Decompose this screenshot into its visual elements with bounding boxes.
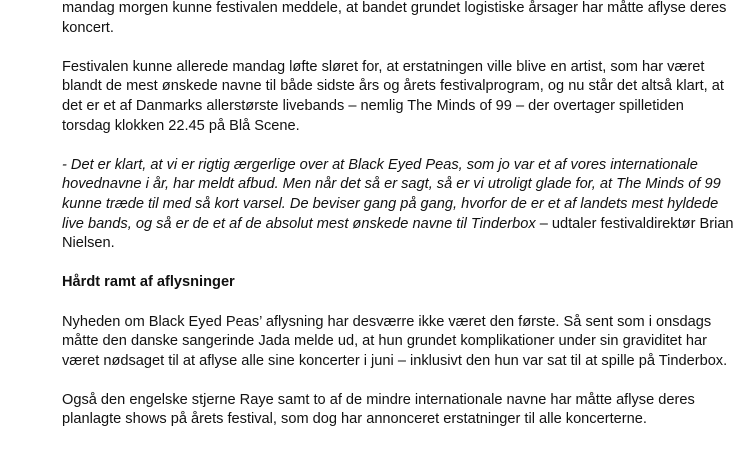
section-heading: Hårdt ramt af aflysninger [62,274,235,291]
paragraph-raye-cancellation: Også den engelske stjerne Raye samt to af de mindre internationale navne har måtte aflyse deres planlagte shows på årets festival, som dog har annonceret erstatninger til alle koncerterne. [62,391,695,428]
director-quote [62,156,734,254]
article-body [62,0,734,450]
quote-attribution: – udtaler festivaldirektør Brian Nielsen. [62,215,734,252]
quote-text: - Det er klart, at vi er rigtig ærgerlige over at Black Eyed Peas, som jo var et af vores internationale hovednavne i år, har meldt afbud. Men når det så er sagt, så er vi utroligt glade for, at The Minds of 99 kunne træde til med så kort varsel. De beviser gang på gang, hvorfor de er et af landets mest hyldede live bands, og så er de et af de absolut mest ønskede navne til Tinderbox [62,156,721,232]
paragraph-replacement-announcement: Festivalen kunne allerede mandag løfte sløret for, at erstatningen ville blive en artist, som har været blandt de mest ønskede navne til både sidste års og årets festivalprogram, og nu står det altså klart, at det er et af Danmarks allerstørste livebands – nemlig The Minds of 99 – der overtager spilletiden torsdag klokken 22.45 på Blå Scene. [62,58,724,134]
paragraph-jada-cancellation: Nyheden om Black Eyed Peas’ aflysning har desværre ikke været den første. Så sent som i onsdags måtte den danske sangerinde Jada melde ud, at hun grundet komplikationer under sin graviditet har været nødsaget til at aflyse alle sine koncerter i juni – inklusivt den hun var sat til at spille på Tinderbox. [62,313,728,369]
paragraph-cancellation-notice: mandag morgen kunne festivalen meddele, at bandet grundet logistiske årsager har måtte aflyse deres koncert. [62,0,727,36]
